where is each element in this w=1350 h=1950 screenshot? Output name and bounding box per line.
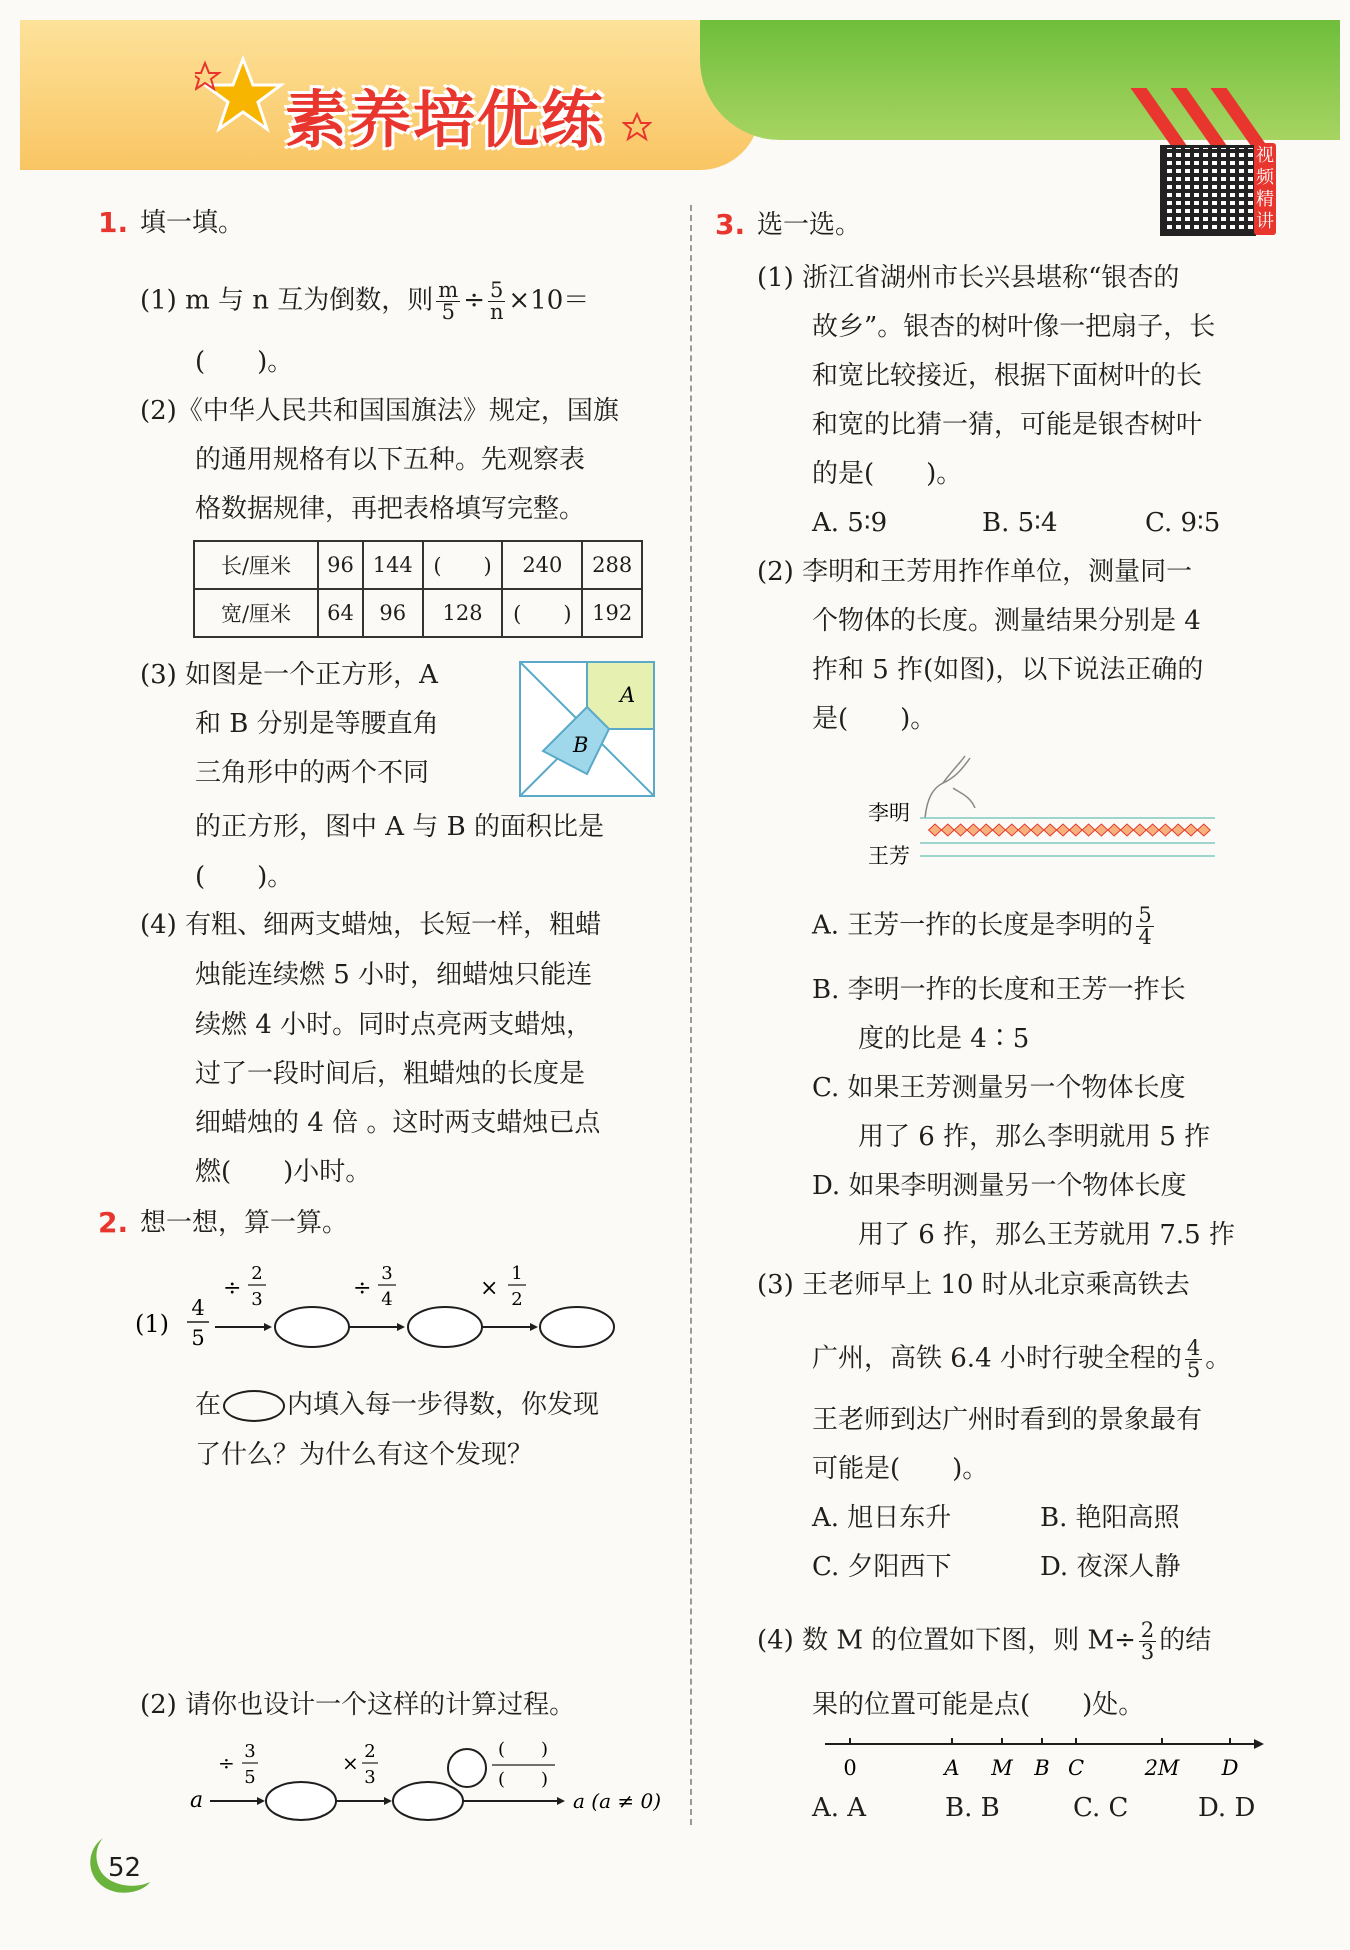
q3-p2-line: 个物体的长度。测量结果分别是 4 — [812, 606, 1201, 636]
q3-p4-line: 果的位置可能是点( )处。 — [812, 1690, 1145, 1720]
table-cell: 64 — [318, 589, 363, 637]
q3-p4-line: (4) 数 M 的位置如下图，则 M÷ $\frac{2}{3}$ 的结 — [757, 1618, 1212, 1664]
q2-chain-2 — [185, 1735, 665, 1835]
q3-p1-line: 的是( )。 — [812, 459, 963, 489]
diamond-row — [929, 824, 1211, 836]
svg-text:2: 2 — [251, 1263, 263, 1284]
measure-figure — [865, 748, 1225, 873]
square-figure — [518, 660, 656, 798]
page-title: 素养培优练 — [285, 83, 606, 156]
answer-oval[interactable] — [275, 1307, 349, 1347]
table-cell-blank[interactable]: ( ) — [502, 589, 582, 637]
span-diamond — [1185, 824, 1198, 836]
q3-p1-line: 和宽比较接近，根据下面树叶的长 — [812, 361, 1203, 391]
svg-text:王芳: 王芳 — [868, 844, 910, 868]
q3-number: 3. — [715, 208, 746, 241]
span-diamond — [1197, 824, 1210, 836]
svg-text:2: 2 — [511, 1289, 523, 1310]
option-a[interactable]: A. 王芳一拃的长度是李明的 $\frac{5}{4}$ — [812, 903, 1152, 949]
q1-p2-line: 的通用规格有以下五种。先观察表 — [195, 445, 586, 475]
axis-label: 2M — [1144, 1756, 1180, 1780]
q2-p1-text: 在 内填入每一步得数，你发现 — [195, 1390, 600, 1420]
span-diamond — [1057, 824, 1070, 836]
option-c[interactable]: C. 如果王芳测量另一个物体长度 — [812, 1073, 1186, 1103]
q1-p4-line: 细蜡烛的 4 倍 。这时两支蜡烛已点 — [195, 1108, 601, 1138]
span-diamond — [967, 824, 980, 836]
axis-label: 0 — [843, 1756, 857, 1780]
q3-p1-line: 和宽的比猜一猜，可能是银杏树叶 — [812, 410, 1203, 440]
q1-p3-line: (3) 如图是一个正方形，A — [140, 660, 438, 690]
option-c[interactable]: C. 夕阳西下 — [812, 1552, 952, 1582]
oval-icon — [223, 1390, 285, 1422]
q1-p1-answer: ( )。 — [195, 347, 294, 377]
q1-p4-line: (4) 有粗、细两支蜡烛，长短一样，粗蜡 — [140, 910, 602, 940]
svg-text:3: 3 — [244, 1741, 256, 1762]
option-b[interactable]: B. 艳阳高照 — [1040, 1503, 1180, 1533]
span-diamond — [1082, 824, 1095, 836]
q1-p2-line: 格数据规律，再把表格填写完整。 — [195, 494, 586, 524]
q3-p3-line: (3) 王老师早上 10 时从北京乘高铁去 — [757, 1270, 1190, 1300]
q3-title: 选一选。 — [757, 210, 862, 240]
q1-p4-line: 续燃 4 小时。同时点亮两支蜡烛， — [195, 1010, 593, 1040]
option-d[interactable]: D. D — [1198, 1793, 1256, 1823]
option-c[interactable]: C. C — [1073, 1793, 1129, 1823]
axis-label: A — [944, 1756, 960, 1780]
span-diamond — [1069, 824, 1082, 836]
q3-p1-line: 故乡”。银杏的树叶像一把扇子，长 — [812, 312, 1216, 342]
span-diamond — [941, 824, 954, 836]
table-cell: 128 — [423, 589, 503, 637]
table-cell: 96 — [318, 541, 363, 589]
q1-p4-line: 燃( )小时。 — [195, 1157, 372, 1187]
span-diamond — [1172, 824, 1185, 836]
span-diamond — [954, 824, 967, 836]
answer-oval[interactable] — [393, 1782, 463, 1820]
q3-p2-line: 拃和 5 拃(如图)，以下说法正确的 — [812, 655, 1204, 685]
axis-label: D — [1221, 1756, 1239, 1780]
operator-circle[interactable] — [448, 1749, 486, 1787]
svg-text:( ): ( ) — [497, 1739, 549, 1760]
q1-p1-line1: (1) m 与 n 互为倒数，则 $\frac{m}{5}$ ÷ $\frac{5}{n}$ ×10＝ — [140, 278, 590, 324]
answer-oval[interactable] — [540, 1307, 614, 1347]
qr-code[interactable] — [1160, 145, 1256, 236]
table-row — [194, 541, 642, 589]
small-star-icon — [622, 112, 652, 142]
svg-text:×: × — [342, 1751, 359, 1775]
axis-label: B — [1034, 1756, 1050, 1780]
q1-title: 填一填。 — [140, 208, 245, 238]
table-cell: 长/厘米 — [194, 541, 318, 589]
span-diamond — [1031, 824, 1044, 836]
svg-text:3: 3 — [251, 1289, 263, 1310]
span-diamond — [1005, 824, 1018, 836]
span-diamond — [1108, 824, 1121, 836]
span-diamond — [1018, 824, 1031, 836]
q2-chain-1 — [135, 1255, 635, 1365]
svg-text:(1): (1) — [135, 1310, 169, 1338]
svg-text:5: 5 — [191, 1326, 205, 1350]
option-a[interactable]: A. A — [812, 1793, 867, 1823]
answer-oval[interactable] — [266, 1782, 336, 1820]
svg-text:3: 3 — [364, 1767, 376, 1788]
table-row — [194, 589, 642, 637]
svg-text:1: 1 — [511, 1263, 523, 1284]
label-b: B — [573, 733, 589, 757]
svg-text:4: 4 — [381, 1289, 393, 1310]
option-a[interactable]: A. 5∶9 — [812, 508, 888, 538]
q2-p1-text: 了什么？为什么有这个发现？ — [195, 1440, 534, 1470]
span-diamond — [1095, 824, 1108, 836]
option-b-cont: 度的比是 4∶5 — [858, 1024, 1030, 1054]
table-cell: 宽/厘米 — [194, 589, 318, 637]
table-cell: 240 — [502, 541, 582, 589]
q1-p3-line: 三角形中的两个不同 — [195, 758, 430, 788]
q3-p3-line: 王老师到达广州时看到的景象最有 — [812, 1405, 1203, 1435]
page-number: 52 — [108, 1853, 142, 1883]
q3-p3-line: 广州，高铁 6.4 小时行驶全程的 $\frac{4}{5}$ 。 — [812, 1336, 1232, 1382]
q1-p4-line: 烛能连续燃 5 小时，细蜡烛只能连 — [195, 960, 593, 990]
svg-text:÷: ÷ — [223, 1276, 242, 1301]
svg-text:a: a — [190, 1788, 204, 1813]
q1-p2-line: (2)《中华人民共和国国旗法》规定，国旗 — [140, 396, 619, 426]
label-a: A — [620, 683, 636, 707]
answer-oval[interactable] — [408, 1307, 482, 1347]
table-cell: 96 — [363, 589, 423, 637]
span-diamond — [1133, 824, 1146, 836]
q2-title: 想一想，算一算。 — [140, 1208, 349, 1238]
table-cell: 192 — [582, 589, 642, 637]
q2-p2-title: (2) 请你也设计一个这样的计算过程。 — [140, 1690, 576, 1720]
svg-text:( ): ( ) — [497, 1769, 549, 1790]
span-diamond — [1159, 824, 1172, 836]
span-diamond — [929, 824, 942, 836]
q3-p1-line: (1) 浙江省湖州市长兴县堪称“银杏的 — [757, 263, 1180, 293]
svg-text:5: 5 — [244, 1767, 256, 1788]
option-b[interactable]: B. 李明一拃的长度和王芳一拃长 — [812, 975, 1186, 1005]
flag-size-table — [193, 540, 643, 638]
span-diamond — [993, 824, 1006, 836]
svg-text:4: 4 — [191, 1296, 205, 1320]
axis-label: M — [991, 1756, 1013, 1780]
option-a[interactable]: A. 旭日东升 — [812, 1503, 952, 1533]
column-divider — [690, 205, 692, 1825]
table-cell: 144 — [363, 541, 423, 589]
number-line — [820, 1730, 1270, 1790]
span-diamond — [980, 824, 993, 836]
svg-text:a (a ≠ 0): a (a ≠ 0) — [573, 1789, 662, 1813]
q1-p3-line: 的正方形，图中 A 与 B 的面积比是 — [195, 812, 604, 842]
hand-icon — [925, 756, 975, 818]
span-diamond — [1044, 824, 1057, 836]
option-b[interactable]: B. B — [945, 1793, 1000, 1823]
span-diamond — [1146, 824, 1159, 836]
option-d-cont: 用了 6 拃，那么王芳就用 7.5 拃 — [858, 1220, 1235, 1250]
q3-p2-line: (2) 李明和王芳用拃作单位，测量同一 — [757, 557, 1193, 587]
option-c[interactable]: C. 9∶5 — [1145, 508, 1221, 538]
qr-label: 视 频 精 讲 — [1254, 143, 1276, 235]
svg-text:×: × — [480, 1276, 499, 1301]
option-c-cont: 用了 6 拃，那么李明就用 5 拃 — [858, 1122, 1211, 1152]
q1-number: 1. — [98, 206, 129, 239]
option-b[interactable]: B. 5∶4 — [982, 508, 1058, 538]
table-cell-blank[interactable]: ( ) — [423, 541, 503, 589]
q3-p3-line: 可能是( )。 — [812, 1454, 989, 1484]
q2-number: 2. — [98, 1206, 129, 1239]
svg-text:÷: ÷ — [353, 1276, 372, 1301]
svg-text:3: 3 — [381, 1263, 393, 1284]
svg-text:÷: ÷ — [218, 1751, 235, 1775]
option-d[interactable]: D. 如果李明测量另一个物体长度 — [812, 1171, 1187, 1201]
q3-p2-line: 是( )。 — [812, 704, 937, 734]
q1-p3-line: ( )。 — [195, 862, 294, 892]
table-cell: 288 — [582, 541, 642, 589]
axis-label: C — [1067, 1756, 1085, 1780]
svg-text:2: 2 — [364, 1741, 376, 1762]
q1-p4-line: 过了一段时间后，粗蜡烛的长度是 — [195, 1059, 586, 1089]
option-d[interactable]: D. 夜深人静 — [1040, 1552, 1181, 1582]
span-diamond — [1121, 824, 1134, 836]
q1-p3-line: 和 B 分别是等腰直角 — [195, 709, 439, 739]
svg-text:李明: 李明 — [868, 801, 910, 825]
